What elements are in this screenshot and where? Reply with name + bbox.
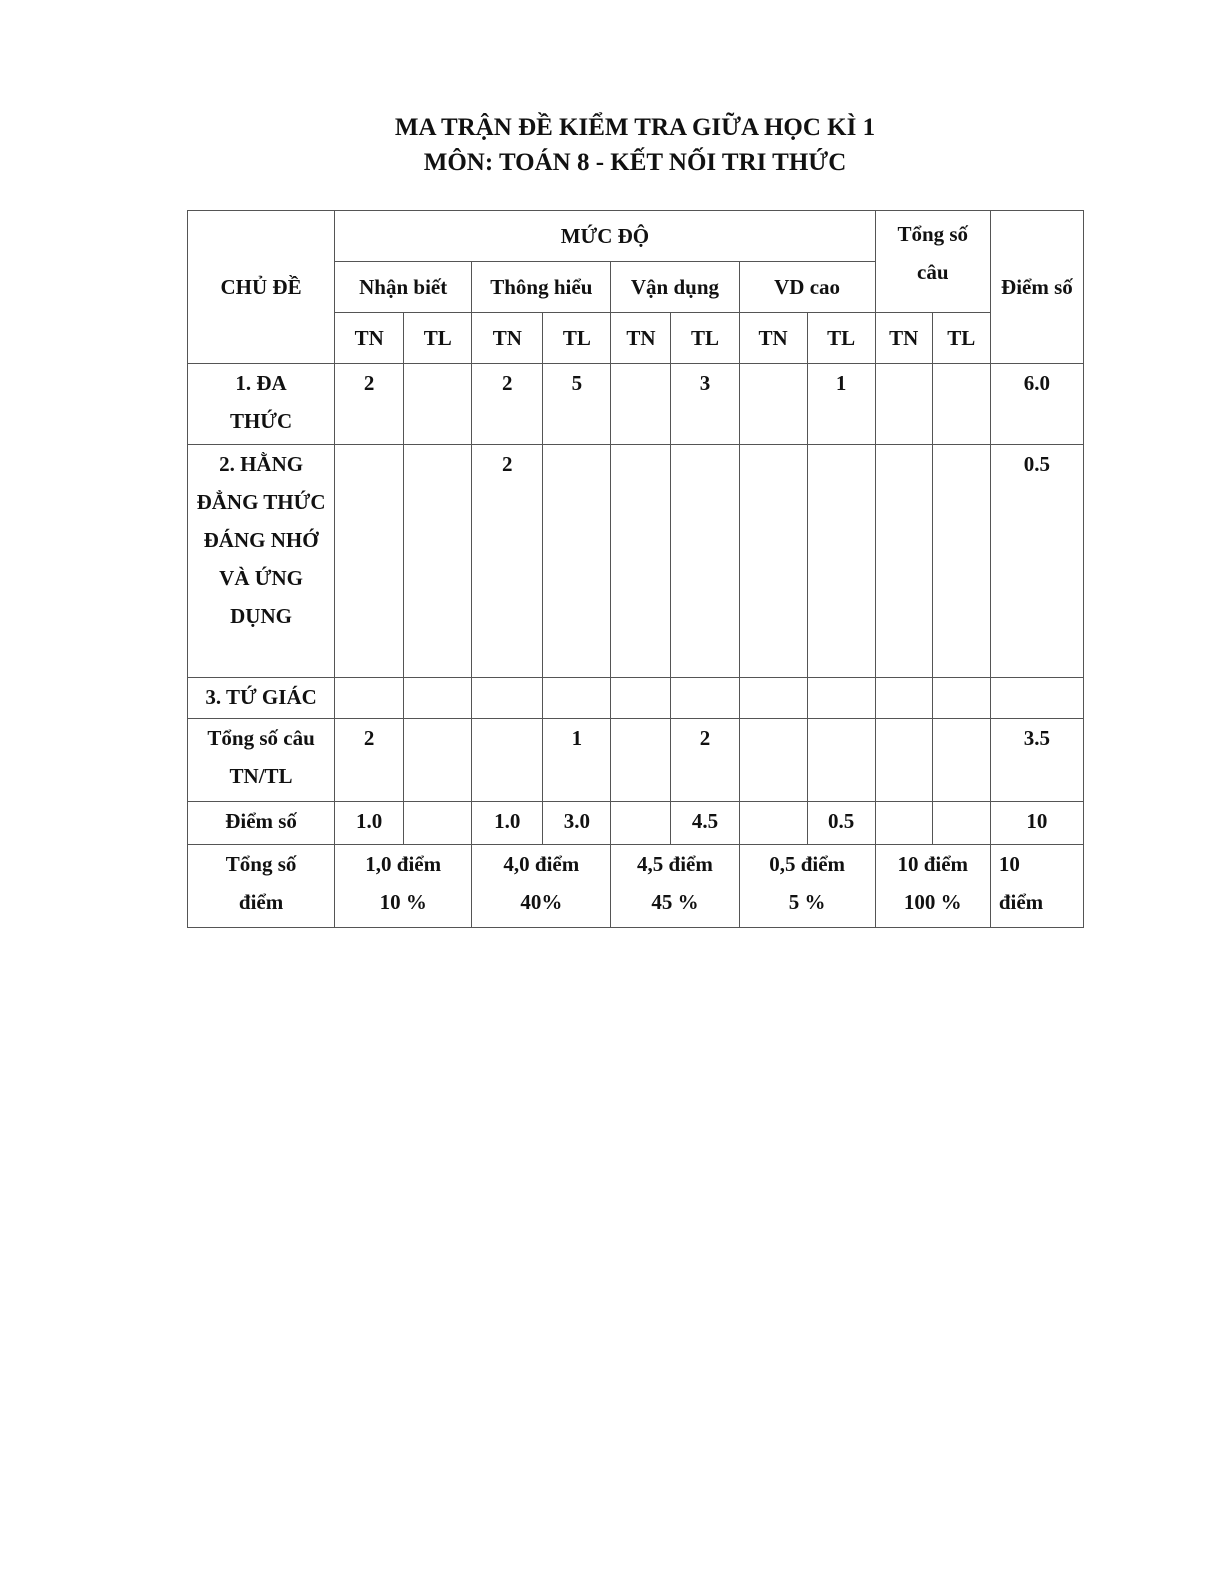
exam-matrix-table [187,210,1084,928]
tong-so-diem-label: Tổng số điểm [188,845,335,928]
row-diem: 0.5 [990,445,1083,678]
table-cell [739,802,807,845]
table-cell: 4.5 [671,802,739,845]
table-cell [543,678,611,719]
table-cell: 2 [472,364,543,445]
table-cell [932,719,990,802]
group-diem: 0,5 điểm [769,852,846,876]
table-cell [472,719,543,802]
sub-header: TL [807,313,875,364]
table-cell [875,802,932,845]
header-chu-de: CHỦ ĐỀ [188,211,335,364]
table-cell: 2 [335,364,404,445]
table-cell [335,678,404,719]
level-van-dung: Vận dụng [611,262,739,313]
document-title: MA TRẬN ĐỀ KIỂM TRA GIỮA HỌC KÌ 1 [394,114,876,141]
group-pct: 10 % [379,890,427,914]
table-cell [404,678,472,719]
sub-header: TL [543,313,611,364]
table-cell [739,678,807,719]
table-cell: 1.0 [472,802,543,845]
table-cell: 0.5 [807,802,875,845]
row-diem: 10 [990,802,1083,845]
table-cell: 5 [543,364,611,445]
sub-header: TL [932,313,990,364]
table-cell [404,364,472,445]
table-cell [739,364,807,445]
table-cell [875,445,932,678]
group-vd-cao-total [739,845,875,928]
row-diem: 3.5 [990,719,1083,802]
table-row [188,445,1084,678]
table-cell [404,802,472,845]
table-cell [875,719,932,802]
table-row [188,719,1084,802]
table-cell [611,802,671,845]
group-nhan-biet-total [335,845,472,928]
table-cell: 3.0 [543,802,611,845]
group-pct: 5 % [788,890,826,914]
table-cell [543,445,611,678]
table-cell: 1.0 [335,802,404,845]
table-row [188,678,1084,719]
table-cell [671,678,739,719]
table-cell: 2 [472,445,543,678]
group-diem: 4,0 điểm [503,852,580,876]
group-tong-total [875,845,990,928]
group-diem: 1,0 điểm [365,852,442,876]
sub-header: TN [739,313,807,364]
table-cell [671,445,739,678]
group-pct: 100 % [903,890,962,914]
table-cell [739,719,807,802]
topic-label: 1. ĐA THỨC [188,364,335,445]
table-cell [875,364,932,445]
group-pct: 40% [520,890,563,914]
table-row [188,364,1084,445]
sub-header: TN [335,313,404,364]
sub-header: TL [671,313,739,364]
group-thong-hieu-total [472,845,611,928]
level-vd-cao: VD cao [739,262,875,313]
table-cell: 2 [671,719,739,802]
tong-so-cau-label: Tổng số câu TN/TL [188,719,335,802]
group-diem: 10 điểm [897,852,969,876]
sub-header: TN [472,313,543,364]
table-cell: 1 [807,364,875,445]
group-van-dung-total [611,845,739,928]
grand-total: 10 điểm [990,845,1083,928]
table-cell [404,719,472,802]
sub-header: TN [611,313,671,364]
table-cell [739,445,807,678]
topic-label: 2. HẰNG ĐẲNG THỨC ĐÁNG NHỚ VÀ ỨNG DỤNG [188,445,335,678]
sub-header: TN [875,313,932,364]
table-cell [932,364,990,445]
table-cell: 2 [335,719,404,802]
header-diem-so: Điểm số [990,211,1083,364]
table-cell [807,445,875,678]
table-cell [932,678,990,719]
table-cell [335,445,404,678]
table-cell [472,678,543,719]
table-cell: 3 [671,364,739,445]
table-cell [611,364,671,445]
row-diem [990,678,1083,719]
header-tong-so-cau: Tổng số câu [875,211,990,313]
sub-header: TL [404,313,472,364]
group-pct: 45 % [651,890,699,914]
row-diem: 6.0 [990,364,1083,445]
table-cell [611,445,671,678]
table-cell [875,678,932,719]
topic-label: 3. TỨ GIÁC [188,678,335,719]
table-cell [807,719,875,802]
table-cell [932,802,990,845]
table-cell [932,445,990,678]
table-row [188,845,1084,928]
table-cell [611,678,671,719]
level-nhan-biet: Nhận biết [335,262,472,313]
table-cell [807,678,875,719]
table-cell [404,445,472,678]
table-cell [611,719,671,802]
header-muc-do: MỨC ĐỘ [335,211,876,262]
diem-so-label: Điểm số [188,802,335,845]
table-row [188,802,1084,845]
group-diem: 4,5 điểm [637,852,713,876]
table-cell: 1 [543,719,611,802]
level-thong-hieu: Thông hiểu [472,262,611,313]
document-subtitle: MÔN: TOÁN 8 - KẾT NỐI TRI THỨC [423,149,847,176]
